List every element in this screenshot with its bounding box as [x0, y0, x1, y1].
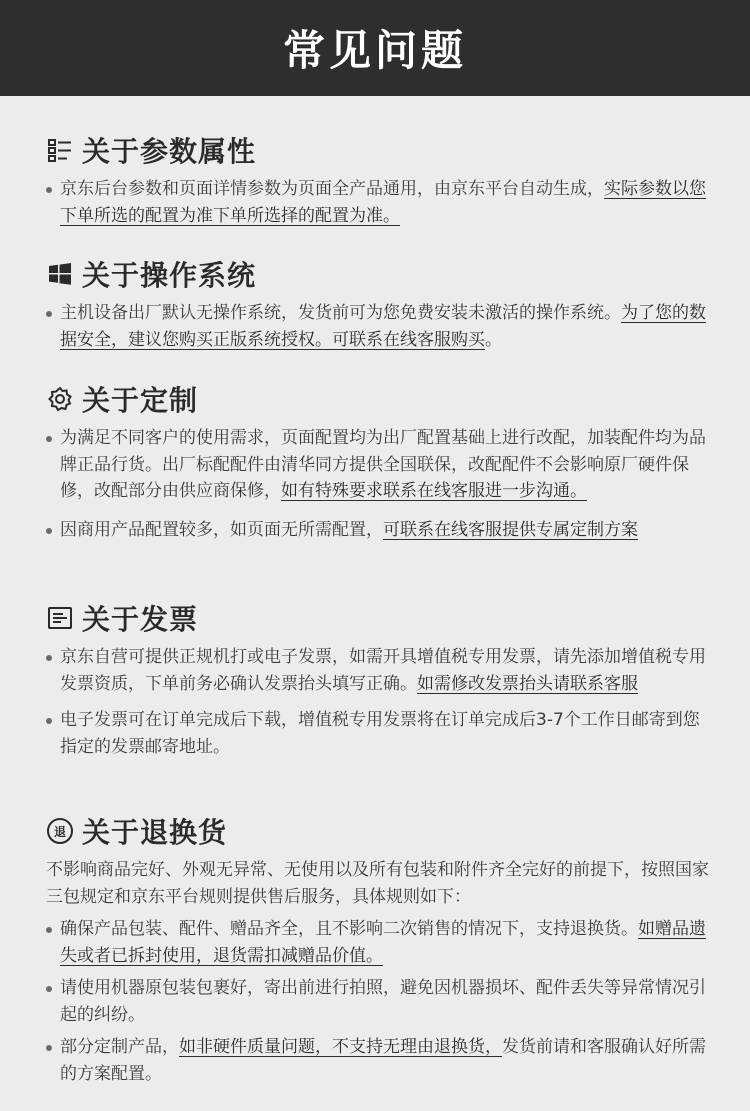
page-title: 常见问题	[282, 26, 467, 75]
section-os	[46, 254, 711, 353]
bullet-text: 确保产品包装、配件、赠品齐全，且不影响二次销售的情况下，支持退换货。	[60, 919, 638, 939]
bullet-text: 因商用产品配置较多，如页面无所需配置，	[60, 519, 383, 540]
list-item	[46, 916, 711, 969]
bullet-highlight: 如有特殊要求联系在线客服进一步沟通。	[281, 481, 587, 501]
list-item	[46, 517, 711, 544]
return-icon: 退	[46, 817, 74, 845]
bullet-highlight: 可联系在线客服提供专属定制方案	[383, 519, 638, 540]
bullet-text: 部分定制产品，	[60, 1037, 179, 1057]
bullet-text: 请使用机器原包装包裹好，寄出前进行拍照，避免因机器损坏、配件丢失等异常情况引起的纠纷。	[60, 978, 706, 1025]
list-item	[46, 300, 711, 353]
section-title-row	[46, 379, 711, 419]
section-parameters	[46, 130, 711, 229]
list-item	[46, 425, 711, 505]
section-intro: 不影响商品完好、外观无异常、无使用以及所有包装和附件齐全完好的前提下，按照国家三包规定和京东平台规则提供售后服务，具体规则如下：	[46, 860, 709, 907]
list-item	[46, 975, 711, 1028]
bullet-text-after: 发货前请和客服确认好所需的方案配置。	[60, 1037, 706, 1084]
bullet-text-after: 。	[485, 329, 502, 350]
section-returns	[46, 811, 711, 1087]
bullet-text: 为满足不同客户的使用需求，页面配置均为出厂配置基础上进行改配，加装配件均为品牌正品行货。出厂标配配件由清华同方提供全国联保，改配配件不会影响原厂硬件保修，改配部分由供应商保修，	[60, 428, 706, 501]
section-title: 关于发票	[82, 603, 199, 636]
bullet-highlight: 如非硬件质量问题，不支持无理由退换货，	[179, 1037, 502, 1057]
section-title-row	[46, 811, 711, 851]
bullet-text: 京东后台参数和页面详情参数为页面全产品通用，由京东平台自动生成，	[60, 179, 604, 199]
section-title-row	[46, 598, 711, 638]
list-item	[46, 176, 711, 229]
section-title-row	[46, 130, 711, 170]
bullet-highlight: 如赠品遗失或者已拆封使用，退货需扣减赠品价值。	[60, 919, 706, 966]
bullet-highlight: 为了您的数据安全，建议您购买正版系统授权。可联系在线客服购买	[60, 303, 706, 350]
windows-icon	[46, 260, 74, 288]
page-header	[0, 0, 750, 96]
section-title-row	[46, 254, 711, 294]
section-title: 关于参数属性	[82, 135, 257, 168]
list-item	[46, 707, 711, 760]
bullet-text: 主机设备出厂默认无操作系统，发货前可为您免费安装未激活的操作系统。	[60, 303, 621, 323]
gear-icon	[46, 385, 74, 413]
bullet-text: 电子发票可在订单完成后下载，增值税专用发票将在订单完成后3-7个工作日邮寄到您指定的发票邮寄地址。	[60, 710, 700, 757]
section-title: 关于操作系统	[82, 259, 257, 292]
invoice-icon	[46, 604, 74, 632]
faq-content	[0, 96, 750, 1111]
list-item	[46, 1034, 711, 1087]
section-customization	[46, 379, 711, 543]
bullet-highlight: 如需修改发票抬头请联系客服	[417, 673, 638, 694]
checklist-icon	[46, 136, 74, 164]
section-invoice	[46, 598, 711, 760]
list-item	[46, 644, 711, 697]
bullet-text: 京东自营可提供正规机打或电子发票，如需开具增值税专用发票，请先添加增值税专用发票资质，下单前务必确认发票抬头填写正确。	[60, 647, 706, 694]
section-title: 关于退换货	[82, 816, 228, 849]
bullet-highlight: 实际参数以您下单所选的配置为准下单所选择的配置为准。	[60, 179, 706, 226]
section-title: 关于定制	[82, 384, 199, 417]
